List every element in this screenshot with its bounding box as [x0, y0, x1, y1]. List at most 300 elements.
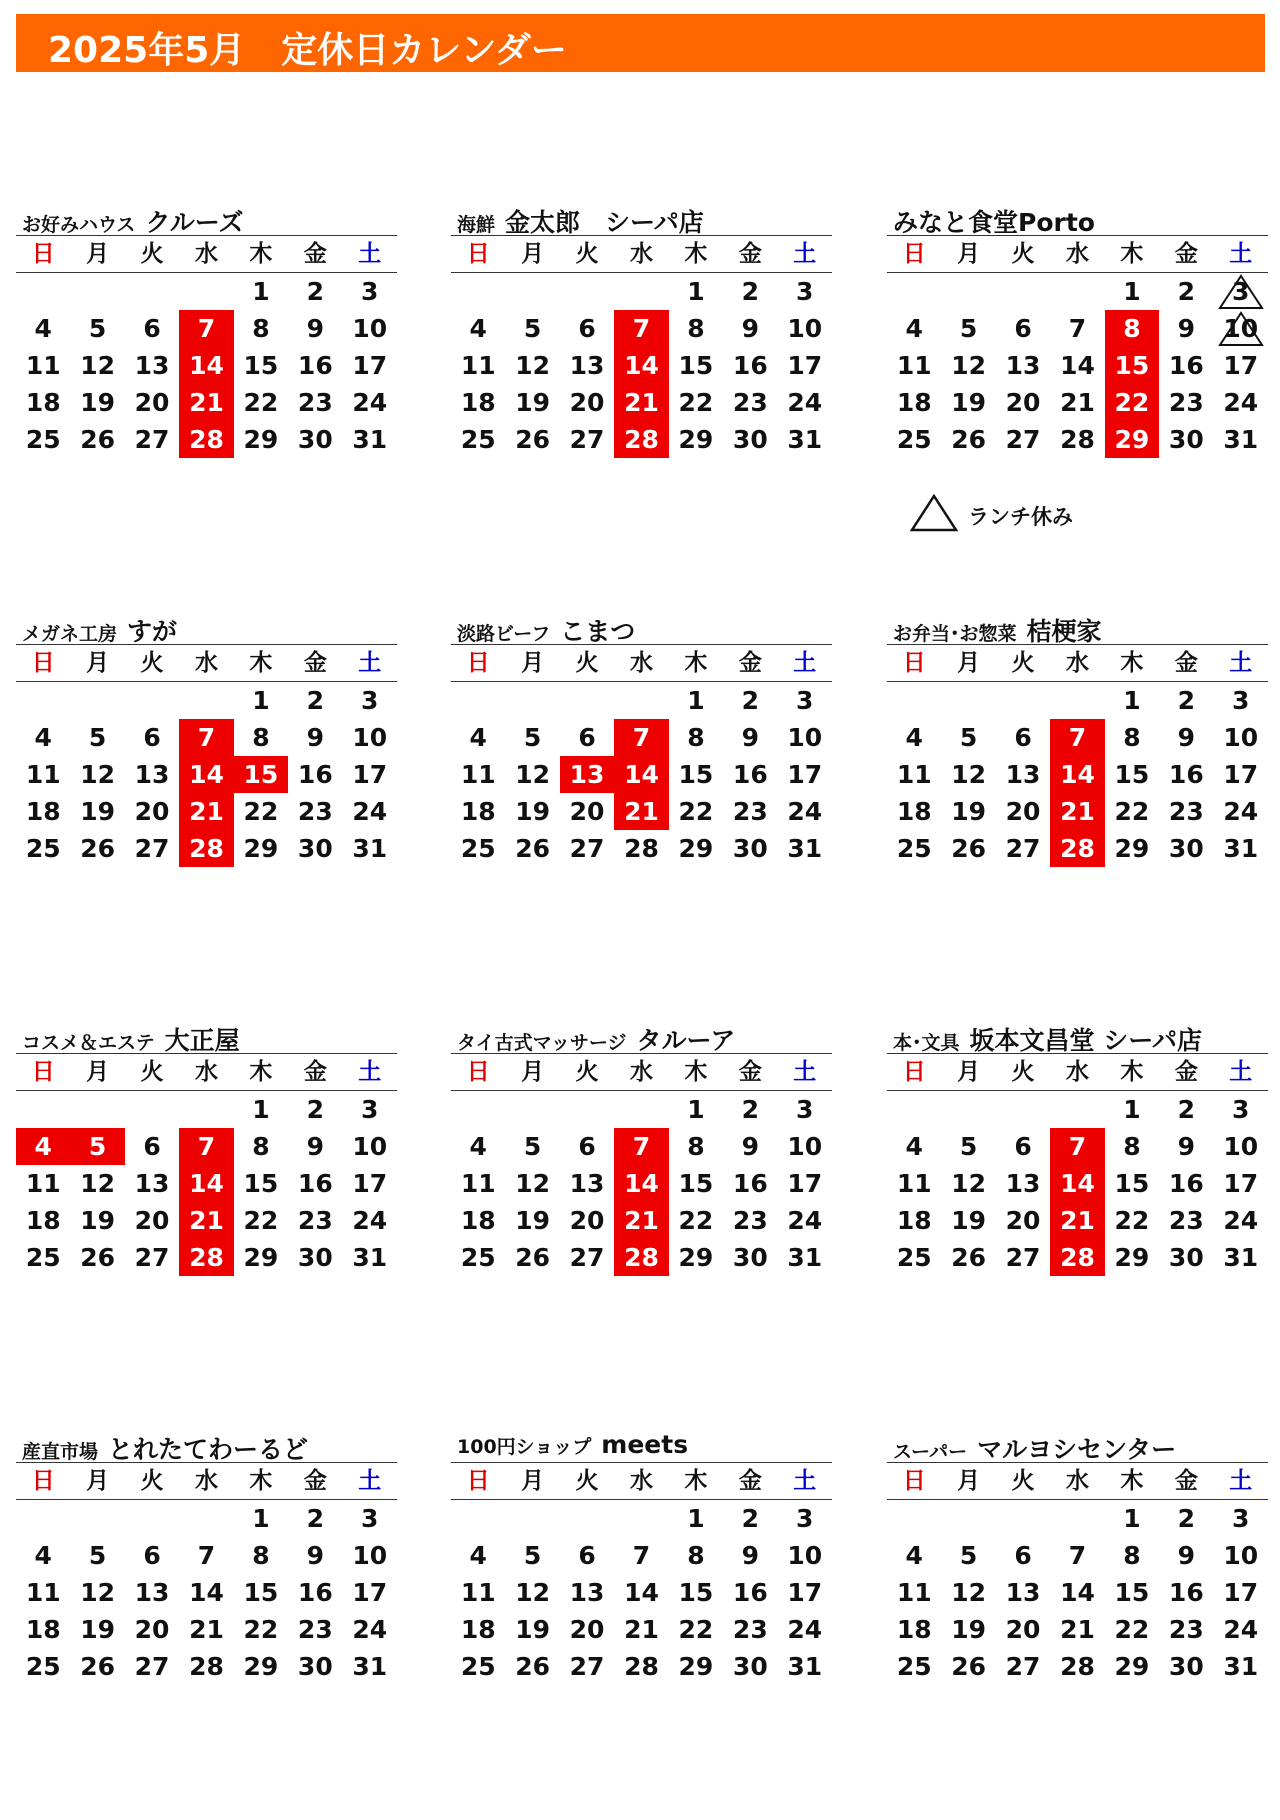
weekday-header — [887, 1054, 1268, 1091]
weekday-label: 土 — [793, 650, 817, 676]
day-cell — [1159, 384, 1213, 421]
day-cell — [125, 1165, 179, 1202]
closed-day-cell — [1050, 793, 1104, 830]
weekday-label: 金 — [1174, 650, 1198, 676]
day-number: 26 — [80, 1243, 116, 1272]
day-number: 20 — [1005, 797, 1041, 826]
day-cell — [723, 682, 777, 719]
day-cell — [70, 1537, 124, 1574]
closed-day-cell — [614, 421, 668, 458]
weekday-label: 金 — [303, 241, 327, 267]
triangle-icon — [908, 493, 960, 533]
shop-name: こまつ — [560, 617, 636, 646]
day-number: 18 — [460, 1206, 496, 1235]
empty-day-cell — [505, 1500, 559, 1537]
weekday-label: 水 — [629, 1468, 653, 1494]
day-number: 14 — [624, 1169, 659, 1198]
shop-name: マルヨシセンター — [977, 1435, 1177, 1464]
day-number: 24 — [1223, 388, 1259, 417]
day-number: 3 — [1232, 277, 1250, 306]
day-cell — [288, 682, 342, 719]
day-number: 23 — [1168, 1615, 1204, 1644]
weekday-label: 月 — [957, 650, 981, 676]
day-number: 14 — [189, 1169, 224, 1198]
week-row — [451, 273, 832, 310]
day-cell — [669, 273, 723, 310]
day-cell — [451, 719, 505, 756]
week-row — [16, 1165, 397, 1202]
day-cell — [1159, 1165, 1213, 1202]
day-number: 27 — [134, 1652, 170, 1681]
day-cell — [996, 1239, 1050, 1276]
day-cell — [941, 719, 995, 756]
day-cell — [505, 1128, 559, 1165]
day-cell — [343, 1648, 397, 1685]
day-number: 9 — [1177, 1541, 1196, 1570]
empty-day-cell — [1050, 682, 1104, 719]
day-cell — [778, 347, 832, 384]
weekday-label: 火 — [1011, 1059, 1035, 1085]
shop-category: お弁当･お惣菜 — [893, 623, 1017, 645]
day-number: 20 — [134, 1615, 170, 1644]
closed-day-cell — [614, 719, 668, 756]
weekday-label: 水 — [1065, 241, 1089, 267]
day-number: 22 — [678, 1206, 714, 1235]
day-number: 3 — [796, 277, 814, 306]
day-number: 9 — [741, 1541, 760, 1570]
day-number: 5 — [523, 723, 542, 752]
closed-day-cell — [614, 1165, 668, 1202]
day-number: 18 — [25, 797, 61, 826]
day-number: 22 — [243, 388, 279, 417]
day-number: 14 — [189, 351, 224, 380]
day-cell — [505, 1537, 559, 1574]
day-number: 7 — [632, 723, 651, 752]
day-number: 28 — [624, 425, 659, 454]
day-number: 9 — [306, 723, 325, 752]
shop-calendar — [887, 1021, 1268, 1276]
day-number: 19 — [80, 797, 116, 826]
empty-day-cell — [560, 682, 614, 719]
shop-header — [887, 1021, 1268, 1054]
day-number: 23 — [1168, 797, 1204, 826]
day-cell — [1214, 1574, 1268, 1611]
day-cell — [996, 1574, 1050, 1611]
weekday-label: 水 — [629, 650, 653, 676]
day-number: 31 — [1223, 1243, 1259, 1272]
day-cell — [669, 1165, 723, 1202]
day-number: 30 — [732, 834, 768, 863]
day-number: 13 — [569, 760, 605, 789]
day-cell — [1105, 830, 1159, 867]
day-cell — [941, 830, 995, 867]
day-cell — [1159, 1500, 1213, 1537]
day-number: 15 — [243, 1578, 279, 1607]
day-number: 6 — [1014, 314, 1032, 343]
day-cell — [614, 1611, 668, 1648]
day-cell — [723, 830, 777, 867]
day-number: 11 — [460, 760, 496, 789]
day-cell — [887, 756, 941, 793]
weekday-label: 日 — [466, 241, 490, 267]
empty-day-cell — [941, 682, 995, 719]
weekday-label: 日 — [31, 241, 55, 267]
day-number: 26 — [80, 1652, 116, 1681]
day-number: 30 — [732, 1652, 768, 1681]
day-number: 9 — [741, 314, 760, 343]
title-banner — [16, 14, 1265, 72]
empty-day-cell — [451, 1500, 505, 1537]
day-number: 28 — [624, 1243, 659, 1272]
day-number: 24 — [787, 1206, 823, 1235]
day-cell — [614, 830, 668, 867]
day-cell — [1159, 1239, 1213, 1276]
day-number: 8 — [687, 723, 705, 752]
day-cell — [996, 1648, 1050, 1685]
day-number: 17 — [1223, 351, 1259, 380]
day-cell — [343, 1500, 397, 1537]
shop-calendar — [887, 203, 1268, 458]
day-number: 1 — [687, 686, 705, 715]
day-number: 24 — [352, 1206, 388, 1235]
day-number: 31 — [352, 1652, 388, 1681]
day-number: 14 — [189, 760, 224, 789]
weekday-header — [887, 645, 1268, 682]
day-cell — [1050, 1537, 1104, 1574]
day-cell — [887, 1239, 941, 1276]
empty-day-cell — [996, 1500, 1050, 1537]
day-number: 8 — [1123, 723, 1141, 752]
day-number: 29 — [1114, 1652, 1150, 1681]
day-number: 26 — [951, 1243, 987, 1272]
day-number: 8 — [252, 1132, 270, 1161]
week-row — [451, 1500, 832, 1537]
weekday-label: 木 — [684, 650, 708, 676]
day-cell — [70, 1165, 124, 1202]
weekday-header — [16, 645, 397, 682]
day-number: 26 — [951, 425, 987, 454]
day-cell — [179, 1574, 233, 1611]
day-number: 7 — [632, 1132, 651, 1161]
empty-day-cell — [505, 1091, 559, 1128]
week-row — [16, 310, 397, 347]
day-number: 10 — [1223, 1132, 1259, 1161]
day-cell — [778, 1648, 832, 1685]
day-number: 17 — [352, 760, 388, 789]
week-row — [887, 1165, 1268, 1202]
weekday-header — [887, 1463, 1268, 1500]
day-cell — [887, 310, 941, 347]
day-cell — [887, 347, 941, 384]
weekday-label: 金 — [738, 1059, 762, 1085]
day-number: 20 — [1005, 388, 1041, 417]
closed-day-cell — [614, 756, 668, 793]
day-number: 5 — [959, 1132, 978, 1161]
day-cell — [560, 1239, 614, 1276]
day-cell — [125, 1574, 179, 1611]
closed-day-cell — [1105, 310, 1159, 347]
week-row — [887, 682, 1268, 719]
day-number: 4 — [34, 723, 52, 752]
day-cell — [941, 1574, 995, 1611]
day-number: 21 — [189, 1206, 224, 1235]
day-number: 1 — [252, 277, 270, 306]
day-cell — [1214, 1128, 1268, 1165]
empty-day-cell — [125, 1091, 179, 1128]
shop-name: 大正屋 — [164, 1026, 240, 1055]
day-cell — [669, 1648, 723, 1685]
week-row — [16, 719, 397, 756]
day-cell — [1214, 756, 1268, 793]
week-row — [887, 1611, 1268, 1648]
day-cell — [288, 1128, 342, 1165]
weekday-label: 木 — [1120, 241, 1144, 267]
day-number: 24 — [787, 1615, 823, 1644]
day-cell — [1214, 1091, 1268, 1128]
day-cell — [451, 793, 505, 830]
day-cell — [451, 1648, 505, 1685]
day-cell — [234, 682, 288, 719]
day-cell — [343, 793, 397, 830]
day-cell — [669, 1500, 723, 1537]
day-number: 14 — [1060, 1169, 1095, 1198]
day-number: 13 — [134, 760, 170, 789]
empty-day-cell — [887, 682, 941, 719]
closed-day-cell — [179, 1202, 233, 1239]
day-number: 5 — [523, 314, 542, 343]
closed-day-cell — [614, 347, 668, 384]
day-number: 31 — [787, 1652, 823, 1681]
day-cell — [941, 1648, 995, 1685]
weekday-label: 金 — [303, 1468, 327, 1494]
day-number: 16 — [297, 1169, 333, 1198]
day-number: 19 — [515, 1615, 551, 1644]
day-number: 26 — [515, 1652, 551, 1681]
empty-day-cell — [996, 682, 1050, 719]
day-number: 24 — [352, 797, 388, 826]
shop-name: すが — [127, 617, 178, 646]
day-number: 2 — [741, 1504, 760, 1533]
day-cell — [70, 756, 124, 793]
day-number: 23 — [1168, 388, 1204, 417]
day-cell — [1214, 1611, 1268, 1648]
day-cell — [16, 1165, 70, 1202]
week-row — [451, 1574, 832, 1611]
day-cell — [669, 347, 723, 384]
shop-category: 淡路ビーフ — [457, 623, 551, 645]
empty-day-cell — [179, 1091, 233, 1128]
day-number: 21 — [1060, 388, 1095, 417]
day-number: 10 — [787, 723, 823, 752]
day-cell — [1105, 682, 1159, 719]
day-cell — [16, 830, 70, 867]
empty-day-cell — [614, 1091, 668, 1128]
week-row — [451, 719, 832, 756]
day-number: 27 — [134, 1243, 170, 1272]
day-cell — [887, 1574, 941, 1611]
day-number: 26 — [951, 1652, 987, 1681]
day-number: 4 — [469, 1132, 487, 1161]
day-number: 17 — [352, 351, 388, 380]
day-number: 29 — [243, 1652, 279, 1681]
day-cell — [1050, 384, 1104, 421]
week-row — [887, 793, 1268, 830]
day-number: 22 — [678, 388, 714, 417]
day-number: 17 — [787, 1169, 823, 1198]
day-number: 1 — [252, 1095, 270, 1124]
day-cell — [234, 1091, 288, 1128]
day-number: 16 — [732, 1578, 768, 1607]
day-cell — [560, 384, 614, 421]
day-number: 9 — [306, 314, 325, 343]
empty-day-cell — [451, 273, 505, 310]
day-number: 30 — [732, 425, 768, 454]
day-number: 21 — [189, 1615, 224, 1644]
day-cell — [343, 273, 397, 310]
day-number: 10 — [1223, 723, 1259, 752]
closed-day-cell — [1050, 756, 1104, 793]
day-number: 8 — [1123, 314, 1141, 343]
day-number: 23 — [297, 388, 333, 417]
day-cell — [343, 1202, 397, 1239]
day-number: 8 — [252, 314, 270, 343]
day-number: 23 — [732, 1615, 768, 1644]
day-number: 16 — [732, 1169, 768, 1198]
day-number: 5 — [88, 723, 107, 752]
day-cell — [288, 719, 342, 756]
day-cell — [505, 1611, 559, 1648]
day-cell — [887, 719, 941, 756]
day-cell — [1159, 1202, 1213, 1239]
day-number: 15 — [678, 351, 714, 380]
day-number: 25 — [25, 1652, 61, 1681]
closed-day-cell — [179, 310, 233, 347]
day-number: 25 — [460, 1243, 496, 1272]
day-number: 28 — [189, 1652, 224, 1681]
week-row — [451, 384, 832, 421]
day-number: 30 — [297, 834, 333, 863]
day-number: 8 — [252, 1541, 270, 1570]
day-cell — [1050, 310, 1104, 347]
day-cell — [1214, 682, 1268, 719]
day-number: 4 — [905, 723, 923, 752]
day-number: 21 — [189, 797, 224, 826]
shop-header — [16, 203, 397, 236]
shop-header — [451, 612, 832, 645]
day-cell — [1050, 1611, 1104, 1648]
day-number: 27 — [1005, 425, 1041, 454]
day-cell — [996, 1202, 1050, 1239]
day-cell — [125, 1128, 179, 1165]
day-number: 11 — [25, 760, 61, 789]
closed-day-cell — [1050, 1202, 1104, 1239]
empty-day-cell — [451, 1091, 505, 1128]
closed-day-cell — [179, 1239, 233, 1276]
day-number: 19 — [951, 1206, 987, 1235]
day-number: 20 — [134, 388, 170, 417]
week-row — [451, 347, 832, 384]
day-number: 5 — [88, 1132, 107, 1161]
day-cell — [451, 421, 505, 458]
day-number: 18 — [896, 797, 932, 826]
day-cell — [723, 756, 777, 793]
day-cell — [941, 756, 995, 793]
shop-name: とれたてわーるど — [108, 1435, 309, 1464]
day-number: 24 — [787, 797, 823, 826]
day-number: 6 — [1014, 1132, 1032, 1161]
day-number: 27 — [569, 1652, 605, 1681]
shop-header — [16, 612, 397, 645]
weekday-label: 水 — [1065, 1468, 1089, 1494]
closed-day-cell — [179, 421, 233, 458]
week-row — [16, 384, 397, 421]
weekday-label: 土 — [1229, 650, 1253, 676]
day-number: 9 — [741, 1132, 760, 1161]
day-cell — [451, 830, 505, 867]
day-cell — [1159, 793, 1213, 830]
day-number: 27 — [134, 834, 170, 863]
day-cell — [343, 830, 397, 867]
day-cell — [16, 310, 70, 347]
day-number: 23 — [297, 1615, 333, 1644]
weekday-label: 金 — [738, 650, 762, 676]
day-number: 4 — [34, 1132, 52, 1161]
shop-header — [451, 1430, 832, 1463]
empty-day-cell — [941, 1091, 995, 1128]
day-number: 11 — [896, 1578, 932, 1607]
weekday-label: 火 — [575, 241, 599, 267]
day-number: 3 — [796, 1095, 814, 1124]
weekday-label: 金 — [738, 1468, 762, 1494]
week-row — [451, 1202, 832, 1239]
day-number: 30 — [1168, 834, 1204, 863]
weekday-label: 金 — [303, 650, 327, 676]
weekday-label: 日 — [466, 1468, 490, 1494]
week-row — [451, 310, 832, 347]
empty-day-cell — [16, 1091, 70, 1128]
day-number: 5 — [523, 1541, 542, 1570]
day-number: 10 — [352, 1132, 388, 1161]
day-cell — [669, 1537, 723, 1574]
day-number: 6 — [143, 314, 161, 343]
day-cell — [778, 1537, 832, 1574]
empty-day-cell — [941, 273, 995, 310]
day-number: 7 — [197, 1132, 216, 1161]
day-cell — [560, 1165, 614, 1202]
day-cell — [234, 1537, 288, 1574]
shop-category: タイ古式マッサージ — [457, 1032, 627, 1054]
day-cell — [1214, 1537, 1268, 1574]
day-cell — [70, 719, 124, 756]
weekday-label: 月 — [86, 650, 110, 676]
day-number: 3 — [361, 1095, 379, 1124]
day-cell — [70, 347, 124, 384]
weekday-label: 日 — [902, 1468, 926, 1494]
day-cell — [996, 310, 1050, 347]
week-row — [16, 1239, 397, 1276]
day-cell — [560, 310, 614, 347]
day-number: 26 — [515, 834, 551, 863]
day-number: 2 — [741, 686, 760, 715]
day-cell — [234, 830, 288, 867]
day-number: 30 — [1168, 1652, 1204, 1681]
day-number: 7 — [632, 1541, 651, 1570]
day-number: 18 — [896, 1615, 932, 1644]
day-cell — [1105, 1239, 1159, 1276]
day-number: 14 — [1060, 760, 1095, 789]
day-number: 10 — [352, 314, 388, 343]
day-number: 21 — [1060, 1206, 1095, 1235]
